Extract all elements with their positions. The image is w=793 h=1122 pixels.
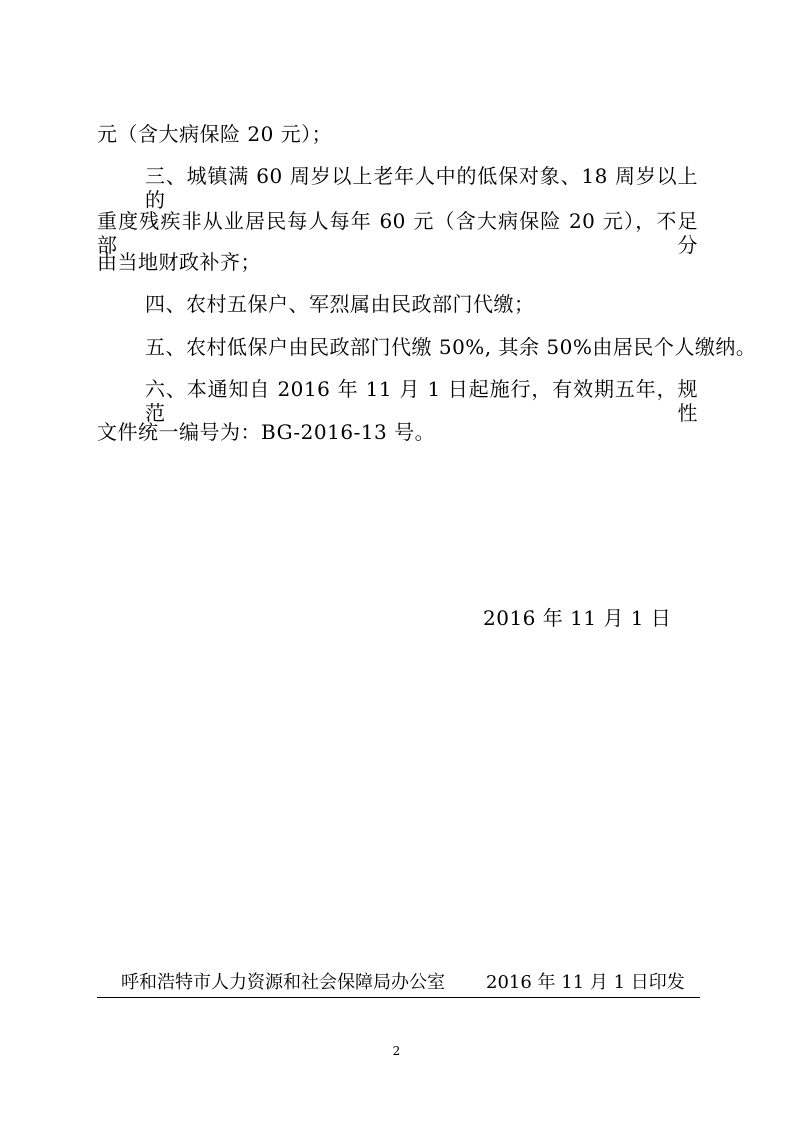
page-number: 2 bbox=[392, 1044, 401, 1058]
paragraph-line-5: 四、农村五保户、军烈属由民政部门代缴； bbox=[145, 292, 535, 316]
paragraph-line-6: 五、农村低保户由民政部门代缴 50%, 其余 50%由居民个人缴纳。 bbox=[145, 335, 757, 359]
paragraph-line-2: 三、城镇满 60 周岁以上老年人中的低保对象、18 周岁以上的 bbox=[145, 164, 698, 212]
paragraph-line-1: 元（含大病保险 20 元）； bbox=[97, 122, 333, 146]
document-date: 2016 年 11 月 1 日 bbox=[483, 606, 672, 630]
paragraph-line-7: 六、本通知自 2016 年 11 月 1 日起施行，有效期五年，规范性 bbox=[145, 377, 698, 425]
paragraph-line-4: 由当地财政补齐； bbox=[97, 250, 261, 274]
paragraph-line-3: 重度残疾非从业居民每人每年 60 元（含大病保险 20 元），不足部分 bbox=[97, 209, 698, 257]
footer-issue-date: 2016 年 11 月 1 日印发 bbox=[486, 972, 685, 993]
footer-issuer: 呼和浩特市人力资源和社会保障局办公室 bbox=[121, 972, 445, 993]
paragraph-line-8: 文件统一编号为：BG-2016-13 号。 bbox=[97, 420, 436, 444]
footer-divider bbox=[97, 997, 700, 998]
